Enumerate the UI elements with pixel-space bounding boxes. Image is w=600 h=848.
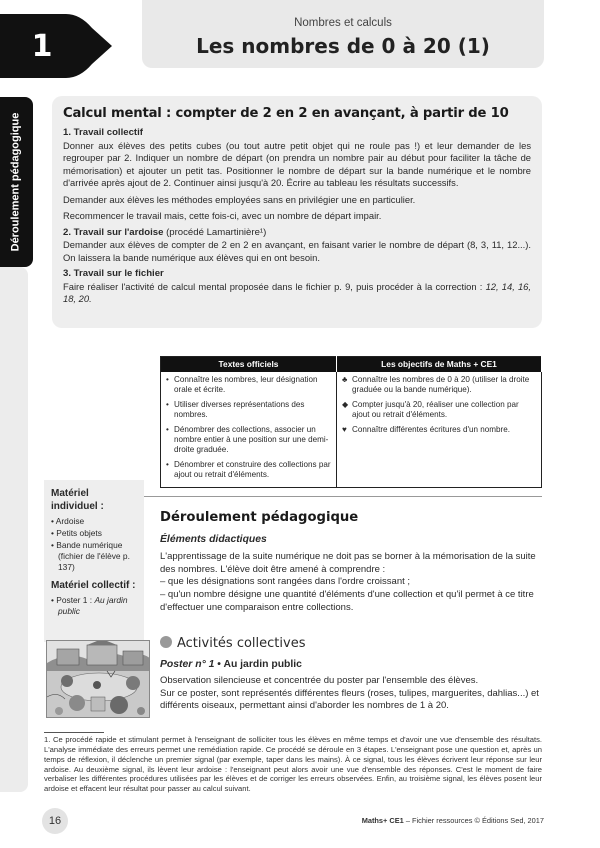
didactic-paragraph-2: – que les désignations sont rangées dans l'ordre croissant ; [160,576,411,588]
table-header-official-texts: Textes officiels [161,357,337,373]
official-texts-cell [161,372,337,488]
objectives-cell [337,372,542,488]
section-3-text: Faire réaliser l'activité de calcul mental proposée dans le fichier p. 9, puis procéder à la correction : [63,280,486,292]
activites-title: Activités collectives [177,636,306,651]
section-1-paragraph-1: Donner aux élèves des petits cubes (ou tout autre petit objet qui ne roule pas !) et leur demander de les regrouper par 2. Indiquer un nombre de départ (on prendra un nombre pair au début pour faciliter la tâche de mémorisation) et ajouter un petit tas. Positionner le nombre de départ sur la bande numérique et le nombre d'arrivée après ajout de 2. Continuer ainsi jusqu'à 20. Écrire au tableau les résultats successifs. [63,140,531,189]
official-text-item: • Connaître les nombres, leur désignation orale et écrite. [166,375,318,395]
objective-2: Compter jusqu'à 20, réaliser une collection par ajout ou retrait d'éléments. [352,399,519,420]
footer-credit [362,816,544,826]
poster-paragraph-1: Observation silencieuse et concentrée du poster par l'ensemble des élèves. [160,675,479,686]
unit-number: 1 [31,29,53,64]
poster-illustration [47,641,150,718]
section-1-paragraph-2: Demander aux élèves les méthodes employées sans en privilégier une en particulier. [63,193,416,205]
page-header [142,0,544,68]
objective-3: Connaître différentes écritures d'un nombre. [352,424,510,434]
material-bande-numerique: Bande numérique (fichier de l'élève p. 137) [56,540,130,573]
page-number: 16 [42,808,68,834]
official-text-3: Dénombrer des collections, associer un nombre entier à une position sur une demi-droite graduée. [174,424,329,455]
section-3-title: 3. Travail sur le fichier [63,267,164,279]
section-2-title: 2. Travail sur l'ardoise [63,226,164,238]
list-item: • Petits objets [51,528,102,539]
material-petits-objets: Petits objets [56,528,102,539]
calcul-mental-box [52,96,542,328]
list-item: • Ardoise [51,516,85,527]
section-1-paragraph-3: Recommencer le travail mais, cette fois-ci, avec un nombre de départ impair. [63,210,382,222]
section-3-answer: 12, 14, 16, 18, 20. [63,280,531,305]
footnote: 1. Ce procédé rapide et stimulant permet à l'enseignant de solliciter tous les élèves en même temps et d'avoir une vue d'ensemble des résultats. L'analyse immédiate des erreurs permet une remédiation rapide. Ce procédé se déroule en 3 étapes. L'enseignant pose une question et, après un temps de réflexion, il déclenche un premier signal (par exemple, taper dans les mains). À ce signal, tous les élèves écrivent leur réponse sur leur ardoise. Au deuxième signal, ils lèvent leur ardoise : l'enseignant peut alors avoir une vue d'ensemble des réponses. C'est le moment de faire verbaliser les différentes procédures utilisées par les élèves et de corriger les erreurs observées. Enfin, au troisième signal, les élèves posent leur ardoise et effacent leur résultat pour passer au calcul suivant. [44,735,542,794]
footnote-rule [44,732,104,733]
section-3-paragraph-1 [63,281,531,306]
didactic-text [160,551,542,615]
poster-text [160,675,542,713]
section-1-title: 1. Travail collectif [63,127,143,139]
materials-box [44,480,144,642]
bullet-dot-icon [160,636,172,648]
heart-icon: ♥ [342,424,347,434]
poster-heading [160,658,302,672]
list-item: • Bande numérique (fichier de l'élève p. 137) [51,540,130,573]
page-title: Les nombres de 0 à 20 (1) [196,34,490,59]
collective-materials-title: Matériel collectif : [51,579,136,591]
poster-thumbnail [46,640,150,718]
activites-heading [160,635,305,652]
section-2-paragraph-1: Demander aux élèves de compter de 2 en 2 en avançant, en faisant varier le nombre de départ (8, 3, 11, 12...). On laissera la bande numérique aux élèves qui en ont besoin. [63,239,531,263]
section-2-heading [63,227,531,240]
diamond-icon: ◆ [342,399,349,409]
individual-materials-title: Matériel individuel : [51,488,104,513]
list-item: • Poster 1 : Au jardin public [51,595,128,617]
official-text-4: Dénombrer et construire des collections par ajout ou retrait d'éléments. [174,459,331,479]
objective-item [342,425,536,435]
poster-label: Poster n° 1 [160,659,215,670]
side-tab-label: Déroulement pédagogique [9,112,22,252]
objective-1: Connaître les nombres de 0 à 20 (utiliser la droite graduée ou la bande numérique). [352,375,530,395]
objective-item [342,400,536,421]
poster-paragraph-2: Sur ce poster, sont représentés différentes fleurs (roses, tulipes, marguerites, dahlias...) et différents oiseaux, permettant ainsi d'aborder les nombres de 1 à 20. [160,687,539,712]
individual-materials-list [51,516,137,573]
objective-item [342,375,536,396]
didactic-paragraph-3: – qu'un nombre désigne une quantité d'éléments d'une collection et qu'il permet à ce titre d'effectuer une comparaison entre collections. [160,589,534,613]
calcul-mental-title: Calcul mental : compter de 2 en 2 en avançant, à partir de 10 [63,106,509,121]
section-2-note: (procédé Lamartinière¹) [163,226,267,238]
side-bar [0,267,28,792]
footer-credit-text: – Fichier ressources © Éditions Sed, 2017 [403,816,544,825]
collective-materials-list [51,595,137,617]
material-ardoise: Ardoise [55,516,85,527]
unit-badge [0,14,120,78]
club-icon: ♣ [342,375,348,385]
deroulement-title: Déroulement pédagogique [160,510,359,525]
objectives-table [160,356,542,488]
official-text-1: Connaître les nombres, leur désignation orale et écrite. [174,375,318,395]
page-subtitle: Nombres et calculs [294,17,392,29]
poster-name: Au jardin public [223,659,302,670]
elements-didactiques-title: Éléments didactiques [160,534,267,545]
didactic-paragraph-1: L'apprentissage de la suite numérique ne doit pas se borner à la mémorisation de la suite des nombres. L'élève doit être amené à comprendre : [160,551,536,575]
material-poster-name: Au jardin public [58,595,128,617]
official-text-item: • Dénombrer et construire des collections par ajout ou retrait d'éléments. [166,459,331,479]
official-text-item: • Dénombrer des collections, associer un nombre entier à une position sur une demi-droite graduée. [166,424,329,455]
material-poster-prefix: Poster 1 : [56,595,95,606]
official-text-2: Utiliser diverses représentations des nombres. [174,399,305,420]
table-header-objectives: Les objectifs de Maths + CE1 [337,357,542,373]
official-text-item: • Utiliser diverses représentations des nombres. [166,399,305,420]
poster-separator: • [214,659,224,670]
footer-book: Maths+ CE1 [361,816,404,825]
